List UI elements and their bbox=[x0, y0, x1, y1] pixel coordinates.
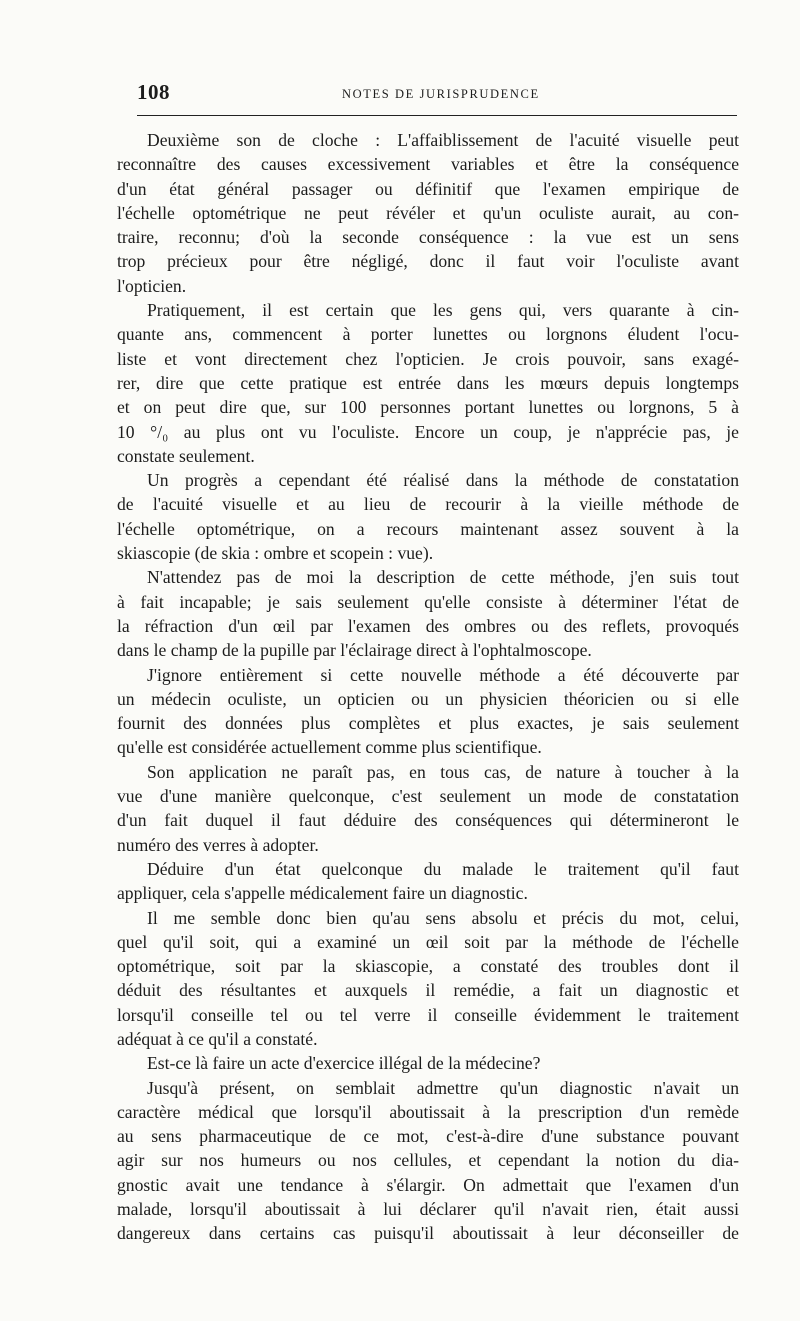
text-line: Un progrès a cependant été réalisé dans la méthode de constatation bbox=[147, 470, 739, 491]
text-line: numéro des verres à adopter. bbox=[117, 834, 319, 855]
text-line: N'attendez pas de moi la description de cette méthode, j'en suis tout bbox=[147, 567, 739, 588]
body-text bbox=[117, 128, 739, 1246]
paragraph bbox=[117, 1051, 739, 1075]
paragraph bbox=[117, 906, 739, 1052]
text-line: traire, reconnu; d'où la seconde conséquence : la vue est un sens bbox=[117, 227, 739, 248]
text-line: l'échelle optométrique, on a recours maintenant assez souvent à la bbox=[117, 518, 739, 539]
text-line: agir sur nos humeurs ou nos cellules, et cependant la notion du dia- bbox=[117, 1150, 739, 1171]
text-line: optométrique, soit par la skiascopie, a constaté des troubles dont il bbox=[117, 956, 739, 977]
paragraph bbox=[117, 128, 739, 298]
text-line: vue d'une manière quelconque, c'est seulement un mode de constatation bbox=[117, 786, 739, 807]
running-head: NOTES DE JURISPRUDENCE bbox=[342, 87, 540, 101]
text-line: un médecin oculiste, un opticien ou un physicien théoricien ou si elle bbox=[117, 688, 739, 709]
header-rule bbox=[137, 115, 737, 116]
text-line: dangereux dans certains cas puisqu'il aboutissait à leur déconseiller de bbox=[117, 1223, 739, 1244]
paragraph bbox=[117, 565, 739, 662]
text-line: 10 °/₀ au plus ont vu l'oculiste. Encore un coup, je n'apprécie pas, je bbox=[117, 421, 739, 442]
text-line: quel qu'il soit, qui a examiné un œil soit par la méthode de l'échelle bbox=[117, 931, 739, 952]
text-line: fournit des données plus complètes et plus exactes, je sais seulement bbox=[117, 713, 739, 734]
text-line: gnostic avait une tendance à s'élargir. On admettait que l'examen d'un bbox=[117, 1174, 739, 1195]
text-line: l'échelle optométrique ne peut révéler et qu'un oculiste aurait, au con- bbox=[117, 202, 739, 223]
paragraph bbox=[117, 1076, 739, 1246]
text-line: d'un fait duquel il faut déduire des conséquences qui détermineront le bbox=[117, 810, 739, 831]
paragraph bbox=[117, 663, 739, 760]
text-line: Deuxième son de cloche : L'affaiblissement de l'acuité visuelle peut bbox=[147, 130, 739, 150]
text-line: déduit des résultantes et auxquels il remédie, a fait un diagnostic et bbox=[117, 980, 739, 1001]
text-line: lorsqu'il conseille tel ou tel verre il conseille évidemment le traitement bbox=[117, 1004, 739, 1025]
text-line: caractère médical que lorsqu'il aboutissait à la prescription d'un remède bbox=[117, 1101, 739, 1122]
paragraph bbox=[117, 468, 739, 565]
text-line: rer, dire que cette pratique est entrée dans les mœurs depuis longtemps bbox=[117, 372, 739, 393]
text-line: liste et vont directement chez l'opticien. Je crois pouvoir, sans exagé- bbox=[117, 348, 739, 369]
text-line: de l'acuité visuelle et au lieu de recourir à la vieille méthode de bbox=[117, 494, 739, 515]
text-line: l'opticien. bbox=[117, 275, 187, 296]
text-line: à fait incapable; je sais seulement qu'elle consiste à déterminer l'état de bbox=[117, 591, 739, 612]
text-line: trop précieux pour être négligé, donc il faut voir l'oculiste avant bbox=[117, 251, 739, 272]
paragraph bbox=[117, 298, 739, 468]
page-number: 108 bbox=[137, 80, 170, 104]
text-line: d'un état général passager ou définitif que l'examen empirique de bbox=[117, 178, 739, 199]
text-line: J'ignore entièrement si cette nouvelle méthode a été découverte par bbox=[147, 664, 739, 685]
text-line: adéquat à ce qu'il a constaté. bbox=[117, 1028, 318, 1049]
paragraph bbox=[117, 857, 739, 906]
page-header bbox=[137, 80, 737, 114]
text-line: Pratiquement, il est certain que les gens qui, vers quarante à cin- bbox=[147, 300, 739, 321]
text-line: quante ans, commencent à porter lunettes ou lorgnons éludent l'ocu- bbox=[117, 324, 739, 345]
text-line: Jusqu'à présent, on semblait admettre qu'un diagnostic n'avait un bbox=[147, 1077, 739, 1098]
text-line: reconnaître des causes excessivement variables et être la conséquence bbox=[117, 154, 739, 175]
text-line: la réfraction d'un œil par l'examen des ombres ou des reflets, provoqués bbox=[117, 615, 739, 636]
text-line: qu'elle est considérée actuellement comme plus scientifique. bbox=[117, 737, 542, 758]
text-line: Il me semble donc bien qu'au sens absolu et précis du mot, celui, bbox=[147, 907, 739, 928]
text-line: Est-ce là faire un acte d'exercice illégal de la médecine? bbox=[147, 1053, 541, 1074]
text-line: Son application ne paraît pas, en tous cas, de nature à toucher à la bbox=[147, 761, 739, 782]
paragraph bbox=[117, 760, 739, 857]
text-line: appliquer, cela s'appelle médicalement faire un diagnostic. bbox=[117, 883, 528, 904]
text-line: skiascopie (de skia : ombre et scopein : vue). bbox=[117, 543, 434, 564]
text-line: au sens pharmaceutique de ce mot, c'est-à-dire d'une substance pouvant bbox=[117, 1126, 739, 1147]
text-line: malade, lorsqu'il aboutissait à lui déclarer qu'il n'avait rien, était aussi bbox=[117, 1199, 739, 1220]
text-line: constate seulement. bbox=[117, 445, 255, 466]
text-line: dans le champ de la pupille par l'éclairage direct à l'ophtalmoscope. bbox=[117, 640, 592, 661]
text-line: et on peut dire que, sur 100 personnes portant lunettes ou lorgnons, 5 à bbox=[117, 397, 739, 418]
text-line: Déduire d'un état quelconque du malade le traitement qu'il faut bbox=[147, 858, 739, 879]
